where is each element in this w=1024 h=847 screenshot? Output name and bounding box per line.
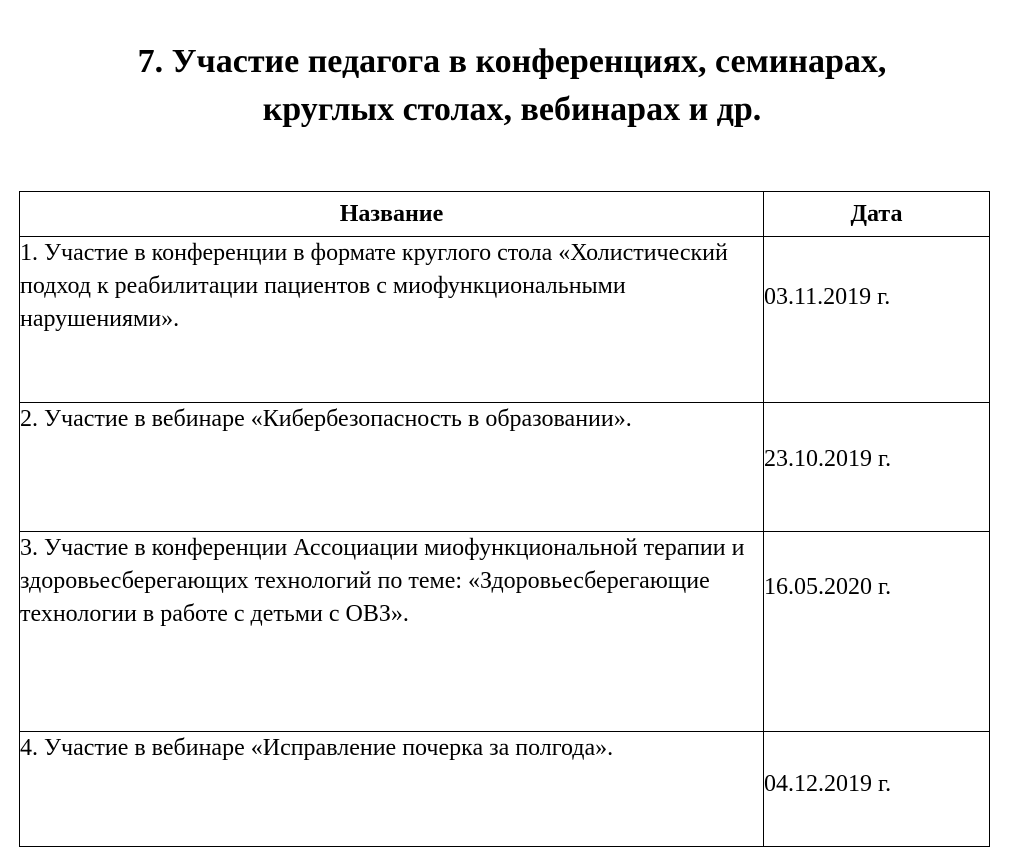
- event-name-cell: [20, 732, 764, 847]
- event-date-cell: [764, 532, 990, 732]
- event-name: 2. Участие в вебинаре «Кибербезопасность в образовании».: [20, 406, 632, 432]
- event-name: 1. Участие в конференции в формате круглого стола «Холистический подход к реабилитации пациентов с миофункциональными нарушениями».: [20, 240, 728, 332]
- event-date: 23.10.2019 г.: [764, 446, 892, 472]
- table-row: [20, 732, 990, 847]
- event-date: 03.11.2019 г.: [764, 284, 891, 310]
- event-date: 04.12.2019 г.: [764, 771, 892, 797]
- column-header-date: Дата: [764, 192, 990, 237]
- table-header-row: [20, 192, 990, 237]
- event-name: 4. Участие в вебинаре «Исправление почерка за полгода».: [20, 735, 614, 761]
- table-row: [20, 237, 990, 403]
- event-date-cell: [764, 237, 990, 403]
- event-name-cell: [20, 237, 764, 403]
- table-row: [20, 532, 990, 732]
- event-name: 3. Участие в конференции Ассоциации миофункциональной терапии и здоровьесберегающих технологий по теме: «Здоровьесберегающие технологии в работе с детьми с ОВЗ».: [20, 535, 745, 627]
- event-date-cell: [764, 403, 990, 532]
- event-date: 16.05.2020 г.: [764, 574, 892, 600]
- page-title: [40, 38, 984, 134]
- column-header-name: Название: [20, 192, 764, 237]
- events-table: [19, 191, 990, 847]
- table-row: [20, 403, 990, 532]
- event-date-cell: [764, 732, 990, 847]
- event-name-cell: [20, 532, 764, 732]
- title-line-2: круглых столах, вебинарах и др.: [262, 91, 762, 128]
- event-name-cell: [20, 403, 764, 532]
- title-line-1: 7. Участие педагога в конференциях, семинарах,: [137, 43, 887, 80]
